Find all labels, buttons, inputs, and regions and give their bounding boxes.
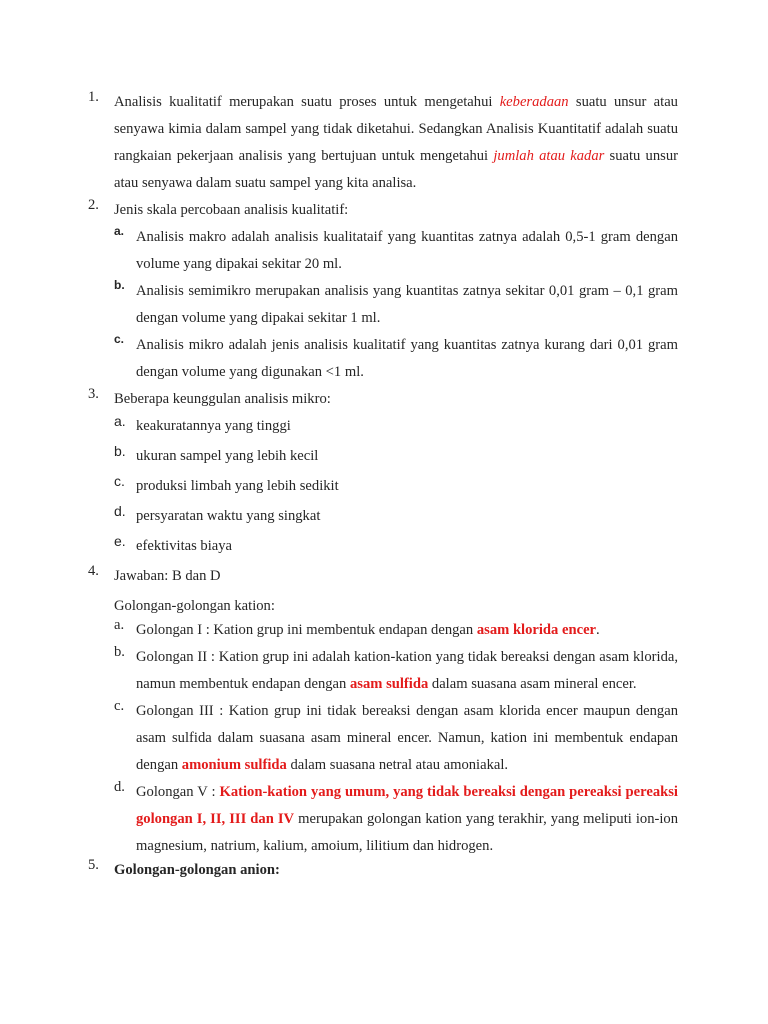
sub-letter: c. <box>114 332 125 346</box>
item-number: 2. <box>88 197 99 213</box>
text-span: Golongan V : <box>136 784 220 800</box>
text-span: dalam suasana asam mineral encer. <box>428 676 637 692</box>
sub-item-e <box>114 533 678 563</box>
sub-item-b <box>114 644 678 698</box>
sub-item-d <box>114 503 678 533</box>
text-span: Analisis kualitatif merupakan suatu proses untuk mengetahui <box>114 94 500 110</box>
sub-item-c <box>114 332 678 386</box>
text-span: suatu unsur atau senyawa kimia dalam sampel yang tidak diketahui. Sedangkan Analisis Kuantitatif adalah suatu rangkaian pekerjaan analisis yang bertujuan untuk mengetahui <box>114 94 678 164</box>
item-number: 1. <box>88 89 99 105</box>
sub-item-c <box>114 698 678 779</box>
item-number: 4. <box>88 563 99 579</box>
sub-text <box>136 644 678 698</box>
item-text <box>114 89 678 197</box>
highlight-term: asam klorida encer <box>476 622 597 638</box>
sub-letter: b. <box>114 278 125 292</box>
list-item-4 <box>88 563 678 620</box>
text-span: Golongan I : Kation grup ini membentuk endapan dengan <box>136 622 477 638</box>
highlight-term: Kation-kation yang umum, yang tidak bereaksi dengan pereaksi pereaksi golongan I, II, III dan IV <box>136 784 678 827</box>
item-text: Golongan-golongan anion: <box>114 862 280 878</box>
sub-text <box>136 698 678 779</box>
sub-letter: b. <box>114 644 125 660</box>
highlight-jumlah-kadar: jumlah atau kadar <box>493 148 605 164</box>
text-span: Golongan II : Kation grup ini adalah kation-kation yang tidak bereaksi dengan asam klorida, namun membentuk endapan dengan <box>136 649 678 692</box>
item-subheading: Golongan-golongan kation: <box>114 598 275 614</box>
sub-text: persyaratan waktu yang singkat <box>136 508 321 524</box>
text-span: suatu unsur atau senyawa dalam suatu sampel yang kita analisa. <box>114 148 678 191</box>
list-item-5 <box>88 857 678 884</box>
sub-item-b <box>114 443 678 473</box>
sub-text: Analisis semimikro merupakan analisis yang kuantitas zatnya sekitar 0,01 gram – 0,1 gram dengan volume yang dipakai sekitar 1 ml. <box>136 283 678 326</box>
item-text: Jenis skala percobaan analisis kualitatif: <box>114 202 349 218</box>
text-span: merupakan golongan kation yang terakhir, yang meliputi ion-ion magnesium, natrium, kalium, amoium, lilitium dan hidrogen. <box>136 811 678 854</box>
sublist-4 <box>88 617 678 860</box>
sub-letter: a. <box>114 617 125 633</box>
sub-letter: b. <box>114 443 126 459</box>
sub-text: ukuran sampel yang lebih kecil <box>136 448 319 464</box>
highlight-keberadaan: keberadaan <box>499 94 569 110</box>
sub-text: efektivitas biaya <box>136 538 233 554</box>
text-span: . <box>596 622 600 638</box>
list-item-1 <box>88 89 678 197</box>
sub-item-c <box>114 473 678 503</box>
sub-letter: a. <box>114 224 125 238</box>
sublist-2 <box>88 224 678 386</box>
sub-item-a <box>114 413 678 443</box>
highlight-term: amonium sulfida <box>181 757 287 773</box>
sub-text <box>136 617 678 644</box>
sub-letter: c. <box>114 698 125 714</box>
list-item-2 <box>88 197 678 224</box>
item-number: 3. <box>88 386 99 402</box>
sub-text: Analisis mikro adalah jenis analisis kualitatif yang kuantitas zatnya kurang dari 0,01 gram dengan volume yang digunakan <1 ml. <box>136 337 678 380</box>
sub-text: keakuratannya yang tinggi <box>136 418 291 434</box>
sub-letter: d. <box>114 779 125 795</box>
sub-letter: e. <box>114 533 126 549</box>
sub-text: produksi limbah yang lebih sedikit <box>136 478 339 494</box>
sub-letter: a. <box>114 413 126 429</box>
sub-item-a <box>114 617 678 644</box>
sub-letter: d. <box>114 503 126 519</box>
sublist-3 <box>88 413 678 563</box>
item-number: 5. <box>88 857 99 873</box>
sub-letter: c. <box>114 473 125 489</box>
sub-item-a <box>114 224 678 278</box>
text-span: Golongan III : Kation grup ini tidak bereaksi dengan asam klorida encer maupun dengan asam sulfida dalam suasana asam mineral encer. Namun, kation ini membentuk endapan dengan <box>136 703 678 773</box>
sub-item-b <box>114 278 678 332</box>
item-text: Beberapa keunggulan analisis mikro: <box>114 391 331 407</box>
list-item-3 <box>88 386 678 413</box>
highlight-term: asam sulfida <box>349 676 429 692</box>
text-span: dalam suasana netral atau amoniakal. <box>286 757 509 773</box>
item-text: Jawaban: B dan D <box>114 568 221 584</box>
sub-text <box>136 779 678 860</box>
sub-item-d <box>114 779 678 860</box>
sub-text: Analisis makro adalah analisis kualitataif yang kuantitas zatnya adalah 0,5-1 gram dengan volume yang dipakai sekitar 20 ml. <box>136 229 678 272</box>
